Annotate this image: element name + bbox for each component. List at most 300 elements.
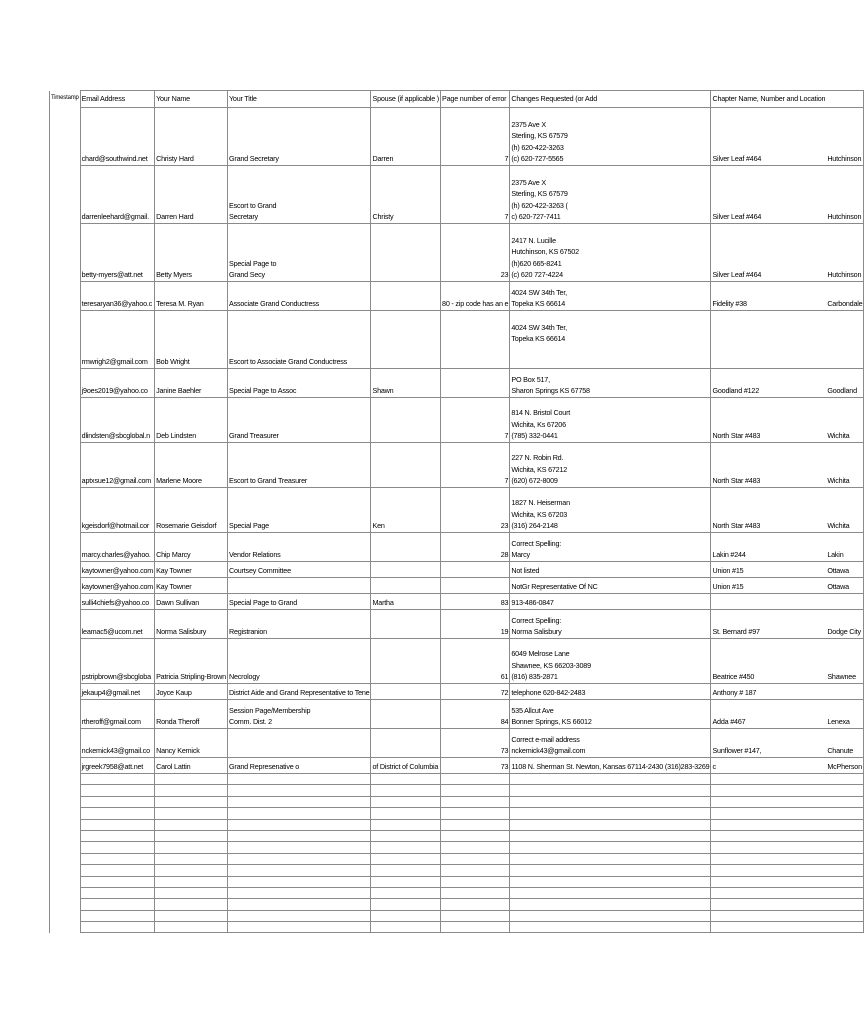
empty-cell[interactable]: [50, 853, 81, 864]
timestamp-cell[interactable]: [50, 578, 81, 594]
header-cell-page[interactable]: Page number of error: [441, 91, 510, 108]
page-cell[interactable]: 84: [441, 700, 510, 729]
empty-cell[interactable]: [826, 922, 864, 933]
empty-cell[interactable]: [711, 887, 826, 898]
spouse-cell[interactable]: [371, 610, 441, 639]
empty-cell[interactable]: [711, 830, 826, 841]
title-cell[interactable]: Escort to Grand Treasurer: [227, 443, 371, 488]
city-cell[interactable]: Hutchinson: [826, 108, 864, 166]
empty-cell[interactable]: [510, 819, 711, 830]
city-cell[interactable]: Ottawa: [826, 562, 864, 578]
empty-cell[interactable]: [80, 774, 154, 785]
chapter-cell[interactable]: Silver Leaf #464: [711, 166, 826, 224]
chapter-cell[interactable]: North Star #483: [711, 443, 826, 488]
empty-cell[interactable]: [441, 910, 510, 921]
chapter-cell[interactable]: [711, 311, 826, 369]
email-cell[interactable]: rmwrigh2@gmail.com: [80, 311, 154, 369]
empty-cell[interactable]: [50, 922, 81, 933]
chapter-cell[interactable]: Union #15: [711, 578, 826, 594]
chapter-cell[interactable]: North Star #483: [711, 488, 826, 533]
empty-cell[interactable]: [155, 785, 228, 796]
empty-cell[interactable]: [80, 865, 154, 876]
empty-cell[interactable]: [50, 808, 81, 819]
changes-cell[interactable]: 535 Allcut Ave Bonner Springs, KS 66012: [510, 700, 711, 729]
empty-cell[interactable]: [50, 774, 81, 785]
empty-cell[interactable]: [227, 808, 371, 819]
empty-cell[interactable]: [227, 796, 371, 807]
title-cell[interactable]: Grand Treasurer: [227, 398, 371, 443]
empty-cell[interactable]: [155, 842, 228, 853]
empty-cell[interactable]: [80, 796, 154, 807]
empty-cell[interactable]: [371, 922, 441, 933]
empty-cell[interactable]: [510, 808, 711, 819]
page-cell[interactable]: 80 - zip code has an e: [441, 282, 510, 311]
city-cell[interactable]: Ottawa: [826, 578, 864, 594]
name-cell[interactable]: Patricia Stripling-Brown: [155, 639, 228, 684]
empty-cell[interactable]: [441, 830, 510, 841]
email-cell[interactable]: nckemick43@gmail.co: [80, 729, 154, 758]
empty-cell[interactable]: [80, 887, 154, 898]
page-cell[interactable]: 28: [441, 533, 510, 562]
chapter-cell[interactable]: St. Bernard #97: [711, 610, 826, 639]
empty-cell[interactable]: [441, 865, 510, 876]
timestamp-cell[interactable]: [50, 108, 81, 166]
empty-cell[interactable]: [227, 865, 371, 876]
name-cell[interactable]: Darren Hard: [155, 166, 228, 224]
empty-cell[interactable]: [227, 876, 371, 887]
spouse-cell[interactable]: [371, 398, 441, 443]
city-cell[interactable]: Hutchinson: [826, 166, 864, 224]
page-cell[interactable]: [441, 578, 510, 594]
timestamp-cell[interactable]: [50, 700, 81, 729]
empty-cell[interactable]: [711, 853, 826, 864]
spouse-cell[interactable]: [371, 224, 441, 282]
empty-cell[interactable]: [80, 910, 154, 921]
name-cell[interactable]: Chip Marcy: [155, 533, 228, 562]
header-cell-spouse[interactable]: Spouse (if applicable ): [371, 91, 441, 108]
changes-cell[interactable]: 913-486-0847: [510, 594, 711, 610]
email-cell[interactable]: leamac5@ucom.net: [80, 610, 154, 639]
timestamp-cell[interactable]: [50, 443, 81, 488]
empty-cell[interactable]: [371, 796, 441, 807]
changes-cell[interactable]: Correct Spelling: Norma Salisbury: [510, 610, 711, 639]
empty-cell[interactable]: [155, 819, 228, 830]
timestamp-cell[interactable]: [50, 562, 81, 578]
title-cell[interactable]: Courtsey Committee: [227, 562, 371, 578]
empty-cell[interactable]: [441, 774, 510, 785]
name-cell[interactable]: Ronda Theroff: [155, 700, 228, 729]
title-cell[interactable]: Escort to Associate Grand Conductress: [227, 311, 371, 369]
changes-cell[interactable]: 814 N. Bristol Court Wichita, Ks 67206 (785) 332-0441: [510, 398, 711, 443]
header-cell-title[interactable]: Your Title: [227, 91, 371, 108]
header-cell-name[interactable]: Your Name: [155, 91, 228, 108]
spouse-cell[interactable]: [371, 282, 441, 311]
spouse-cell[interactable]: [371, 562, 441, 578]
empty-cell[interactable]: [80, 853, 154, 864]
header-cell-city[interactable]: [826, 91, 864, 108]
title-cell[interactable]: District Aide and Grand Representative to Tene: [227, 684, 371, 700]
empty-cell[interactable]: [80, 785, 154, 796]
email-cell[interactable]: sulli4chiefs@yahoo.co: [80, 594, 154, 610]
empty-cell[interactable]: [50, 910, 81, 921]
spouse-cell[interactable]: of District of Columbia: [371, 758, 441, 774]
empty-cell[interactable]: [711, 865, 826, 876]
email-cell[interactable]: jekaup4@gmail.net: [80, 684, 154, 700]
timestamp-cell[interactable]: [50, 398, 81, 443]
empty-cell[interactable]: [711, 796, 826, 807]
name-cell[interactable]: Teresa M. Ryan: [155, 282, 228, 311]
chapter-cell[interactable]: Sunflower #147,: [711, 729, 826, 758]
page-cell[interactable]: 7: [441, 166, 510, 224]
empty-cell[interactable]: [510, 887, 711, 898]
empty-cell[interactable]: [711, 774, 826, 785]
empty-cell[interactable]: [510, 842, 711, 853]
empty-cell[interactable]: [371, 865, 441, 876]
empty-cell[interactable]: [155, 876, 228, 887]
empty-cell[interactable]: [441, 808, 510, 819]
chapter-cell[interactable]: Union #15: [711, 562, 826, 578]
email-cell[interactable]: j9oes2019@yahoo.co: [80, 369, 154, 398]
changes-cell[interactable]: telephone 620-842-2483: [510, 684, 711, 700]
empty-cell[interactable]: [227, 785, 371, 796]
spouse-cell[interactable]: Christy: [371, 166, 441, 224]
empty-cell[interactable]: [441, 887, 510, 898]
title-cell[interactable]: Vendor Relations: [227, 533, 371, 562]
empty-cell[interactable]: [227, 899, 371, 910]
name-cell[interactable]: Carol Lattin: [155, 758, 228, 774]
timestamp-cell[interactable]: [50, 729, 81, 758]
empty-cell[interactable]: [227, 819, 371, 830]
empty-cell[interactable]: [155, 808, 228, 819]
empty-cell[interactable]: [155, 796, 228, 807]
empty-cell[interactable]: [371, 876, 441, 887]
title-cell[interactable]: Grand Represenative o: [227, 758, 371, 774]
empty-cell[interactable]: [826, 785, 864, 796]
empty-cell[interactable]: [155, 853, 228, 864]
spouse-cell[interactable]: Darren: [371, 108, 441, 166]
spouse-cell[interactable]: [371, 700, 441, 729]
empty-cell[interactable]: [50, 887, 81, 898]
empty-cell[interactable]: [50, 830, 81, 841]
timestamp-cell[interactable]: [50, 684, 81, 700]
changes-cell[interactable]: Correct Spelling: Marcy: [510, 533, 711, 562]
empty-cell[interactable]: [510, 865, 711, 876]
empty-cell[interactable]: [826, 796, 864, 807]
chapter-cell[interactable]: Anthony # 187: [711, 684, 826, 700]
city-cell[interactable]: Goodland: [826, 369, 864, 398]
changes-cell[interactable]: 4024 SW 34th Ter, Topeka KS 66614: [510, 282, 711, 311]
chapter-cell[interactable]: Silver Leaf #464: [711, 224, 826, 282]
empty-cell[interactable]: [371, 899, 441, 910]
spouse-cell[interactable]: [371, 639, 441, 684]
chapter-cell[interactable]: [711, 594, 826, 610]
name-cell[interactable]: Kay Towner: [155, 578, 228, 594]
title-cell[interactable]: Escort to Grand Secretary: [227, 166, 371, 224]
email-cell[interactable]: betty-myers@att.net: [80, 224, 154, 282]
page-cell[interactable]: [441, 562, 510, 578]
email-cell[interactable]: chard@southwind.net: [80, 108, 154, 166]
empty-cell[interactable]: [826, 899, 864, 910]
empty-cell[interactable]: [227, 830, 371, 841]
email-cell[interactable]: kaytowner@yahoo.com: [80, 578, 154, 594]
name-cell[interactable]: Deb Lindsten: [155, 398, 228, 443]
empty-cell[interactable]: [80, 899, 154, 910]
empty-cell[interactable]: [826, 887, 864, 898]
city-cell[interactable]: Shawnee: [826, 639, 864, 684]
name-cell[interactable]: Christy Hard: [155, 108, 228, 166]
page-cell[interactable]: 7: [441, 398, 510, 443]
email-cell[interactable]: kgeisdorf@hotmail.cor: [80, 488, 154, 533]
empty-cell[interactable]: [50, 785, 81, 796]
page-cell[interactable]: 73: [441, 758, 510, 774]
timestamp-cell[interactable]: [50, 594, 81, 610]
chapter-cell[interactable]: Beatrice #450: [711, 639, 826, 684]
empty-cell[interactable]: [826, 808, 864, 819]
name-cell[interactable]: Rosemarie Geisdorf: [155, 488, 228, 533]
empty-cell[interactable]: [371, 853, 441, 864]
empty-cell[interactable]: [510, 796, 711, 807]
empty-cell[interactable]: [155, 865, 228, 876]
title-cell[interactable]: Registranion: [227, 610, 371, 639]
city-cell[interactable]: Wichita: [826, 488, 864, 533]
empty-cell[interactable]: [441, 819, 510, 830]
empty-cell[interactable]: [371, 808, 441, 819]
empty-cell[interactable]: [711, 819, 826, 830]
empty-cell[interactable]: [50, 876, 81, 887]
chapter-cell[interactable]: Lakin #244: [711, 533, 826, 562]
empty-cell[interactable]: [371, 785, 441, 796]
city-cell[interactable]: Wichita: [826, 398, 864, 443]
empty-cell[interactable]: [155, 830, 228, 841]
empty-cell[interactable]: [826, 876, 864, 887]
empty-cell[interactable]: [510, 922, 711, 933]
email-cell[interactable]: pstripbrown@sbcgloba: [80, 639, 154, 684]
name-cell[interactable]: Norma Salisbury: [155, 610, 228, 639]
spouse-cell[interactable]: [371, 578, 441, 594]
empty-cell[interactable]: [510, 910, 711, 921]
name-cell[interactable]: Bob Wright: [155, 311, 228, 369]
empty-cell[interactable]: [50, 865, 81, 876]
empty-cell[interactable]: [510, 774, 711, 785]
timestamp-cell[interactable]: [50, 166, 81, 224]
empty-cell[interactable]: [155, 899, 228, 910]
header-cell-timestamp[interactable]: Timestamp: [50, 91, 81, 108]
timestamp-cell[interactable]: [50, 758, 81, 774]
chapter-cell[interactable]: Silver Leaf #464: [711, 108, 826, 166]
empty-cell[interactable]: [371, 887, 441, 898]
title-cell[interactable]: Special Page to Grand Secy: [227, 224, 371, 282]
page-cell[interactable]: [441, 311, 510, 369]
page-cell[interactable]: 73: [441, 729, 510, 758]
page-cell[interactable]: 19: [441, 610, 510, 639]
empty-cell[interactable]: [510, 876, 711, 887]
timestamp-cell[interactable]: [50, 369, 81, 398]
city-cell[interactable]: Lenexa: [826, 700, 864, 729]
empty-cell[interactable]: [711, 785, 826, 796]
changes-cell[interactable]: 227 N. Robin Rd. Wichita, KS 67212 (620) 672-8009: [510, 443, 711, 488]
empty-cell[interactable]: [826, 910, 864, 921]
page-cell[interactable]: 23: [441, 224, 510, 282]
changes-cell[interactable]: 1827 N. Heiserman Wichita, KS 67203 (316) 264-2148: [510, 488, 711, 533]
city-cell[interactable]: Dodge City: [826, 610, 864, 639]
timestamp-cell[interactable]: [50, 533, 81, 562]
spouse-cell[interactable]: Ken: [371, 488, 441, 533]
changes-cell[interactable]: NotGr Representative Of NC: [510, 578, 711, 594]
empty-cell[interactable]: [510, 899, 711, 910]
page-cell[interactable]: 61: [441, 639, 510, 684]
page-cell[interactable]: 7: [441, 443, 510, 488]
empty-cell[interactable]: [155, 774, 228, 785]
empty-cell[interactable]: [371, 830, 441, 841]
title-cell[interactable]: Session Page/Membership Comm. Dist. 2: [227, 700, 371, 729]
name-cell[interactable]: Nancy Kemick: [155, 729, 228, 758]
title-cell[interactable]: Grand Secretary: [227, 108, 371, 166]
empty-cell[interactable]: [826, 830, 864, 841]
city-cell[interactable]: [826, 684, 864, 700]
spouse-cell[interactable]: [371, 443, 441, 488]
spouse-cell[interactable]: Shawn: [371, 369, 441, 398]
email-cell[interactable]: jrgreek7958@att.net: [80, 758, 154, 774]
name-cell[interactable]: Dawn Sullivan: [155, 594, 228, 610]
empty-cell[interactable]: [227, 922, 371, 933]
email-cell[interactable]: rtheroff@gmail.com: [80, 700, 154, 729]
city-cell[interactable]: Carbondale: [826, 282, 864, 311]
city-cell[interactable]: McPherson: [826, 758, 864, 774]
name-cell[interactable]: Janine Baehler: [155, 369, 228, 398]
timestamp-cell[interactable]: [50, 610, 81, 639]
empty-cell[interactable]: [80, 808, 154, 819]
title-cell[interactable]: Associate Grand Conductress: [227, 282, 371, 311]
spouse-cell[interactable]: [371, 684, 441, 700]
chapter-cell[interactable]: c: [711, 758, 826, 774]
empty-cell[interactable]: [50, 819, 81, 830]
header-cell-chapter[interactable]: Chapter Name, Number and Location: [711, 91, 826, 108]
city-cell[interactable]: [826, 594, 864, 610]
email-cell[interactable]: dlindsten@sbcglobal.n: [80, 398, 154, 443]
empty-cell[interactable]: [80, 876, 154, 887]
header-cell-email[interactable]: Email Address: [80, 91, 154, 108]
empty-cell[interactable]: [510, 785, 711, 796]
page-cell[interactable]: 83: [441, 594, 510, 610]
title-cell[interactable]: Special Page to Assoc: [227, 369, 371, 398]
empty-cell[interactable]: [50, 796, 81, 807]
title-cell[interactable]: [227, 729, 371, 758]
name-cell[interactable]: Marlene Moore: [155, 443, 228, 488]
empty-cell[interactable]: [711, 910, 826, 921]
empty-cell[interactable]: [441, 876, 510, 887]
timestamp-cell[interactable]: [50, 639, 81, 684]
empty-cell[interactable]: [155, 887, 228, 898]
empty-cell[interactable]: [441, 842, 510, 853]
email-cell[interactable]: darrenleehard@gmail.: [80, 166, 154, 224]
page-cell[interactable]: 23: [441, 488, 510, 533]
empty-cell[interactable]: [50, 899, 81, 910]
page-cell[interactable]: [441, 369, 510, 398]
empty-cell[interactable]: [711, 876, 826, 887]
email-cell[interactable]: aptxsue12@gmail.com: [80, 443, 154, 488]
city-cell[interactable]: Chanute: [826, 729, 864, 758]
changes-cell[interactable]: Not listed: [510, 562, 711, 578]
empty-cell[interactable]: [50, 842, 81, 853]
empty-cell[interactable]: [711, 922, 826, 933]
empty-cell[interactable]: [826, 853, 864, 864]
email-cell[interactable]: kaytowner@yahoo.com: [80, 562, 154, 578]
empty-cell[interactable]: [80, 922, 154, 933]
empty-cell[interactable]: [227, 774, 371, 785]
changes-cell[interactable]: 4024 SW 34th Ter, Topeka KS 66614: [510, 311, 711, 369]
empty-cell[interactable]: [227, 853, 371, 864]
spouse-cell[interactable]: Martha: [371, 594, 441, 610]
city-cell[interactable]: Hutchinson: [826, 224, 864, 282]
empty-cell[interactable]: [155, 922, 228, 933]
title-cell[interactable]: [227, 578, 371, 594]
empty-cell[interactable]: [826, 842, 864, 853]
email-cell[interactable]: marcy.charles@yahoo.: [80, 533, 154, 562]
title-cell[interactable]: Necrology: [227, 639, 371, 684]
name-cell[interactable]: Betty Myers: [155, 224, 228, 282]
title-cell[interactable]: Special Page to Grand: [227, 594, 371, 610]
empty-cell[interactable]: [711, 808, 826, 819]
empty-cell[interactable]: [371, 910, 441, 921]
changes-cell[interactable]: 2417 N. Lucille Hutchinson, KS 67502 (h)620 665-8241 (c) 620 727-4224: [510, 224, 711, 282]
empty-cell[interactable]: [371, 842, 441, 853]
chapter-cell[interactable]: Goodland #122: [711, 369, 826, 398]
changes-cell[interactable]: 2375 Ave X Sterling, KS 67579 (h) 620-422-3263 (c) 620-727-5565: [510, 108, 711, 166]
city-cell[interactable]: Wichita: [826, 443, 864, 488]
chapter-cell[interactable]: Fidelity #38: [711, 282, 826, 311]
email-cell[interactable]: teresaryan36@yahoo.c: [80, 282, 154, 311]
empty-cell[interactable]: [510, 830, 711, 841]
name-cell[interactable]: Joyce Kaup: [155, 684, 228, 700]
empty-cell[interactable]: [826, 819, 864, 830]
changes-cell[interactable]: PO Box 517, Sharon Springs KS 67758: [510, 369, 711, 398]
empty-cell[interactable]: [371, 774, 441, 785]
empty-cell[interactable]: [510, 853, 711, 864]
empty-cell[interactable]: [227, 842, 371, 853]
empty-cell[interactable]: [711, 842, 826, 853]
spouse-cell[interactable]: [371, 533, 441, 562]
name-cell[interactable]: Kay Towner: [155, 562, 228, 578]
spouse-cell[interactable]: [371, 729, 441, 758]
timestamp-cell[interactable]: [50, 311, 81, 369]
empty-cell[interactable]: [371, 819, 441, 830]
chapter-cell[interactable]: Adda #467: [711, 700, 826, 729]
empty-cell[interactable]: [80, 842, 154, 853]
empty-cell[interactable]: [441, 853, 510, 864]
empty-cell[interactable]: [441, 785, 510, 796]
empty-cell[interactable]: [826, 774, 864, 785]
changes-cell[interactable]: 6049 Melrose Lane Shawnee, KS 66203-3089 (816) 835-2871: [510, 639, 711, 684]
timestamp-cell[interactable]: [50, 224, 81, 282]
title-cell[interactable]: Special Page: [227, 488, 371, 533]
empty-cell[interactable]: [441, 899, 510, 910]
empty-cell[interactable]: [826, 865, 864, 876]
page-cell[interactable]: 7: [441, 108, 510, 166]
empty-cell[interactable]: [711, 899, 826, 910]
timestamp-cell[interactable]: [50, 282, 81, 311]
spouse-cell[interactable]: [371, 311, 441, 369]
empty-cell[interactable]: [441, 922, 510, 933]
empty-cell[interactable]: [227, 910, 371, 921]
changes-cell[interactable]: Correct e-mail address nckemick43@gmail.com: [510, 729, 711, 758]
empty-cell[interactable]: [441, 796, 510, 807]
page-cell[interactable]: 72: [441, 684, 510, 700]
empty-cell[interactable]: [227, 887, 371, 898]
city-cell[interactable]: Lakin: [826, 533, 864, 562]
chapter-cell[interactable]: North Star #483: [711, 398, 826, 443]
city-cell[interactable]: [826, 311, 864, 369]
changes-cell[interactable]: 1108 N. Sherman St. Newton, Kansas 67114-2430 (316)283-3269: [510, 758, 711, 774]
